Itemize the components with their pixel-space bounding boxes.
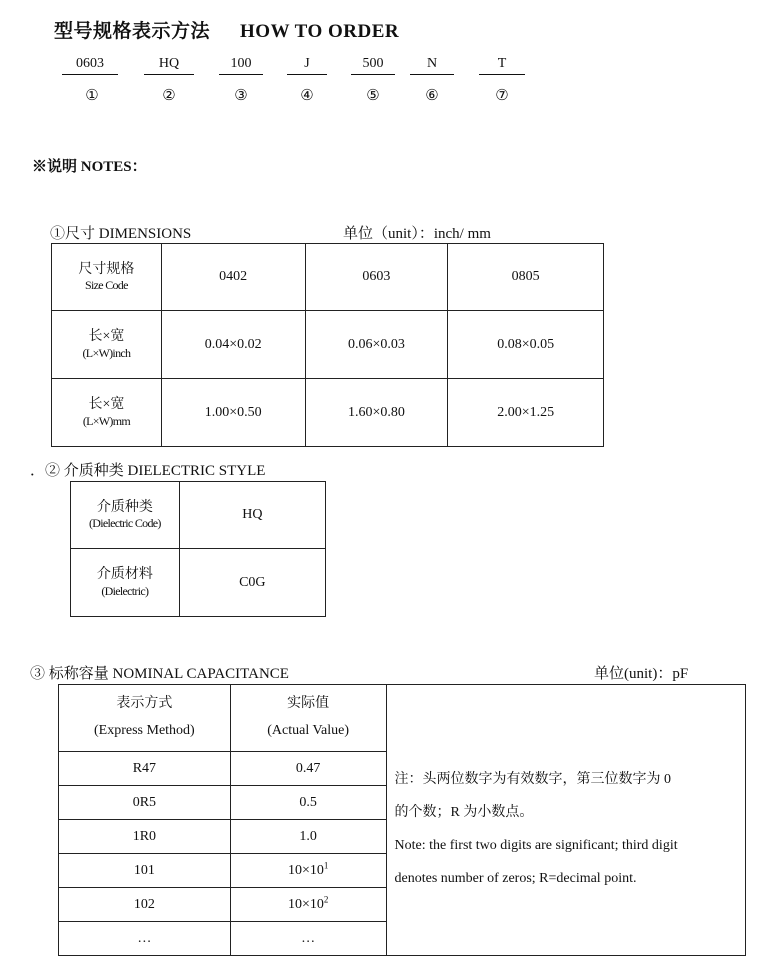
table-cell: HQ — [179, 482, 325, 549]
table-cell: 1.00×0.50 — [161, 379, 305, 447]
table-cell: … — [230, 922, 386, 956]
table-row — [52, 311, 604, 379]
order-index: ⑦ — [495, 88, 509, 104]
row-header: 长×宽 (L×W)mm — [52, 379, 162, 447]
order-code-packaging: T — [479, 56, 525, 75]
order-index: ② — [162, 88, 176, 104]
dimensions-unit: 单位（unit）：inch/ mm — [343, 226, 491, 242]
column-header-method: 表示方式 (Express Method) — [59, 685, 231, 752]
table-cell: 102 — [59, 888, 231, 922]
table-cell: 0.5 — [230, 786, 386, 820]
order-code-tolerance: J — [287, 56, 327, 75]
table-cell: 1.60×0.80 — [305, 379, 448, 447]
page-title — [54, 16, 399, 43]
table-cell: 1.0 — [230, 820, 386, 854]
table-cell: 0.08×0.05 — [448, 311, 604, 379]
order-code-voltage: 500 — [351, 56, 395, 75]
title-cn: 型号规格表示方法 — [54, 21, 211, 42]
order-index: ③ — [234, 88, 248, 104]
table-cell: $10\times 10^1$ — [230, 854, 386, 888]
row-header: 介质材料 (Dielectric) — [71, 549, 180, 617]
table-cell: 101 — [59, 854, 231, 888]
capacitance-note: 注：头两位数字为有效数字，第三位数字为 0 的个数；R 为小数点。 Note: the first two digits are significant; third digit denotes number of zeros; R=decimal point. — [386, 685, 745, 956]
table-cell: 1R0 — [59, 820, 231, 854]
order-index: ① — [85, 88, 99, 104]
table-row — [71, 549, 326, 617]
dimensions-table — [51, 243, 604, 447]
table-cell: 2.00×1.25 — [448, 379, 604, 447]
order-code-size: 0603 — [62, 56, 118, 75]
table-row — [59, 685, 746, 752]
table-cell: $10\times 10^2$ — [230, 888, 386, 922]
order-index: ⑤ — [366, 88, 380, 104]
row-header: 长×宽 (L×W)inch — [52, 311, 162, 379]
order-code-dielectric: HQ — [144, 56, 194, 75]
table-cell: R47 — [59, 752, 231, 786]
table-row — [71, 482, 326, 549]
order-index: ④ — [300, 88, 314, 104]
row-header: 介质种类 (Dielectric Code) — [71, 482, 180, 549]
table-cell: C0G — [179, 549, 325, 617]
table-cell: … — [59, 922, 231, 956]
capacitance-table — [58, 684, 746, 956]
capacitance-unit: 单位(unit)：pF — [594, 666, 689, 682]
order-code-termination: N — [410, 56, 454, 75]
row-header: 尺寸规格 Size Code — [52, 244, 162, 311]
table-cell: 0402 — [161, 244, 305, 311]
order-index: ⑥ — [425, 88, 439, 104]
dimensions-heading: ①尺寸 DIMENSIONS — [50, 226, 192, 242]
dielectric-table — [70, 481, 326, 617]
table-row — [52, 379, 604, 447]
table-row — [52, 244, 604, 311]
notes-label: ※说明 NOTES： — [32, 159, 147, 175]
capacitance-heading: ③ 标称容量 NOMINAL CAPACITANCE — [30, 666, 289, 682]
table-cell: 0R5 — [59, 786, 231, 820]
column-header-value: 实际值 (Actual Value) — [230, 685, 386, 752]
order-code-capacitance: 100 — [219, 56, 263, 75]
table-cell: 0.06×0.03 — [305, 311, 448, 379]
table-cell: 0603 — [305, 244, 448, 311]
table-cell: 0.47 — [230, 752, 386, 786]
dielectric-heading: ．② 介质种类 DIELECTRIC STYLE — [30, 463, 266, 479]
title-en: HOW TO ORDER — [240, 21, 400, 42]
table-cell: 0.04×0.02 — [161, 311, 305, 379]
table-cell: 0805 — [448, 244, 604, 311]
